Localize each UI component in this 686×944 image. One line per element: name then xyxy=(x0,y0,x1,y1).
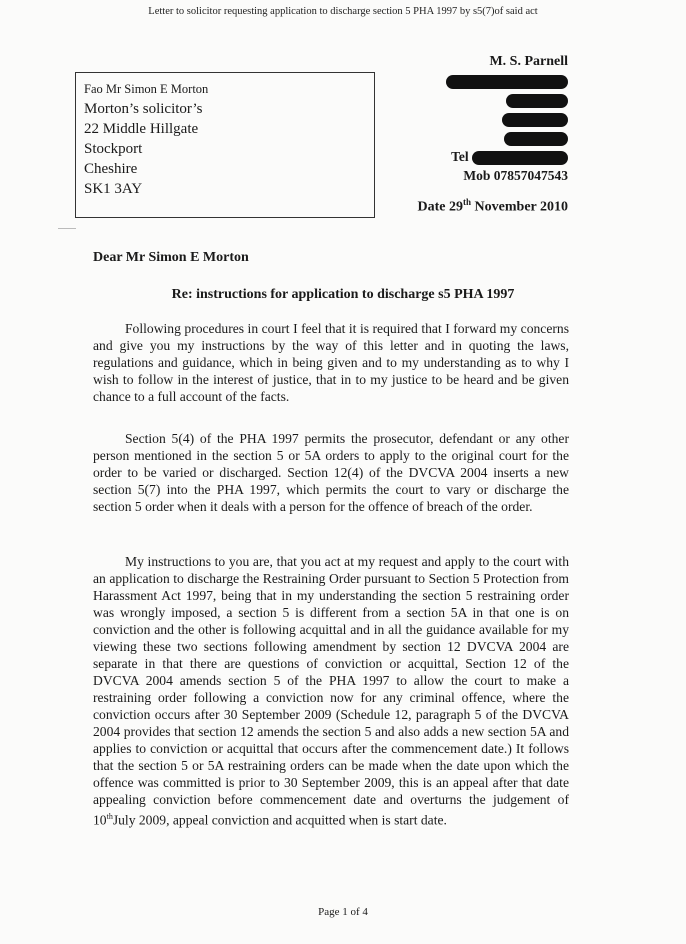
recipient-line-6: SK1 3AY xyxy=(84,181,143,197)
recipient-line-3: 22 Middle Hillgate xyxy=(84,121,199,137)
sender-mob: Mob 07857047543 xyxy=(463,168,568,183)
paragraph-1: Following procedures in court I feel that it is required that I forward my concerns and give you my instructions by the way of this letter and in quoting the laws, regulations and guidance, which in being given and to my understanding as to why I wish to follow in the interest of justice, that in to my justice to be heard and be given chance to a full account of the facts. xyxy=(93,321,569,404)
subject-line: Re: instructions for application to discharge s5 PHA 1997 xyxy=(171,287,515,302)
redacted-address-line-3 xyxy=(408,109,568,128)
sender-block xyxy=(408,52,568,185)
document-header: Letter to solicitor requesting application to discharge section 5 PHA 1997 by s5(7)of said act xyxy=(148,6,538,17)
recipient-line-5: Cheshire xyxy=(84,161,138,177)
recipient-line-4: Stockport xyxy=(84,141,143,157)
salutation: Dear Mr Simon E Morton xyxy=(93,250,249,265)
recipient-line-2: Morton’s solicitor’s xyxy=(84,101,203,117)
paragraph-2: Section 5(4) of the PHA 1997 permits the prosecutor, defendant or any other person mentioned in the section 5 or 5A orders to apply to the original court for the order to be varied or discharged. Section 12(4) of the DVCVA 2004 inserts a new section 5(7) into the PHA 1997, which permits the court to vary or discharge the section 5 order when it deals with a person for the offence of breach of the order. xyxy=(93,431,569,514)
page-number: Page 1 of 4 xyxy=(318,906,368,918)
sender-name: M. S. Parnell xyxy=(489,54,568,69)
recipient-address-box xyxy=(75,72,375,218)
redacted-address-line-1 xyxy=(408,71,568,90)
redacted-address-line-4 xyxy=(408,128,568,147)
redacted-address-line-2 xyxy=(408,90,568,109)
recipient-line-1: Fao Mr Simon E Morton xyxy=(84,82,209,96)
sender-tel: Tel xyxy=(408,147,568,166)
paragraph-3: My instructions to you are, that you act at my request and apply to the court with an application to discharge the Restraining Order pursuant to Section 5 Protection from Harassment Act 1997, being that in my understanding the section 5 restraining order was wrongly imposed, a section 5 is different from a section 5A in that one is on conviction and the other is following acquittal and in all the guidance available for my viewing these two sections following amendment by section 12 DVCVA 2004 are separate in that there are questions of conviction or acquittal, Section 12 of the DVCVA 2004 amends section 5 of the PHA 1997 to allow the court to make a restraining order following a conviction now for any criminal offence, where the conviction occurs after 30 September 2009 (Schedule 12, paragraph 5 of the DVCVA 2004 provides that section 12 amends the section 5 and also adds a new section 5A and applies to conviction or acquittal that occurs after the commencement date.) It follows that the section 5 or 5A restraining orders can be made when the date upon which the offence was committed is prior to 30 September 2009, this is an appeal after that date appealing conviction before commencement date and overturns the judgement of 10thJuly 2009, appeal conviction and acquitted when is start date. xyxy=(93,554,569,828)
scan-mark xyxy=(58,228,76,229)
letter-date: Date 29th November 2010 xyxy=(417,197,568,215)
